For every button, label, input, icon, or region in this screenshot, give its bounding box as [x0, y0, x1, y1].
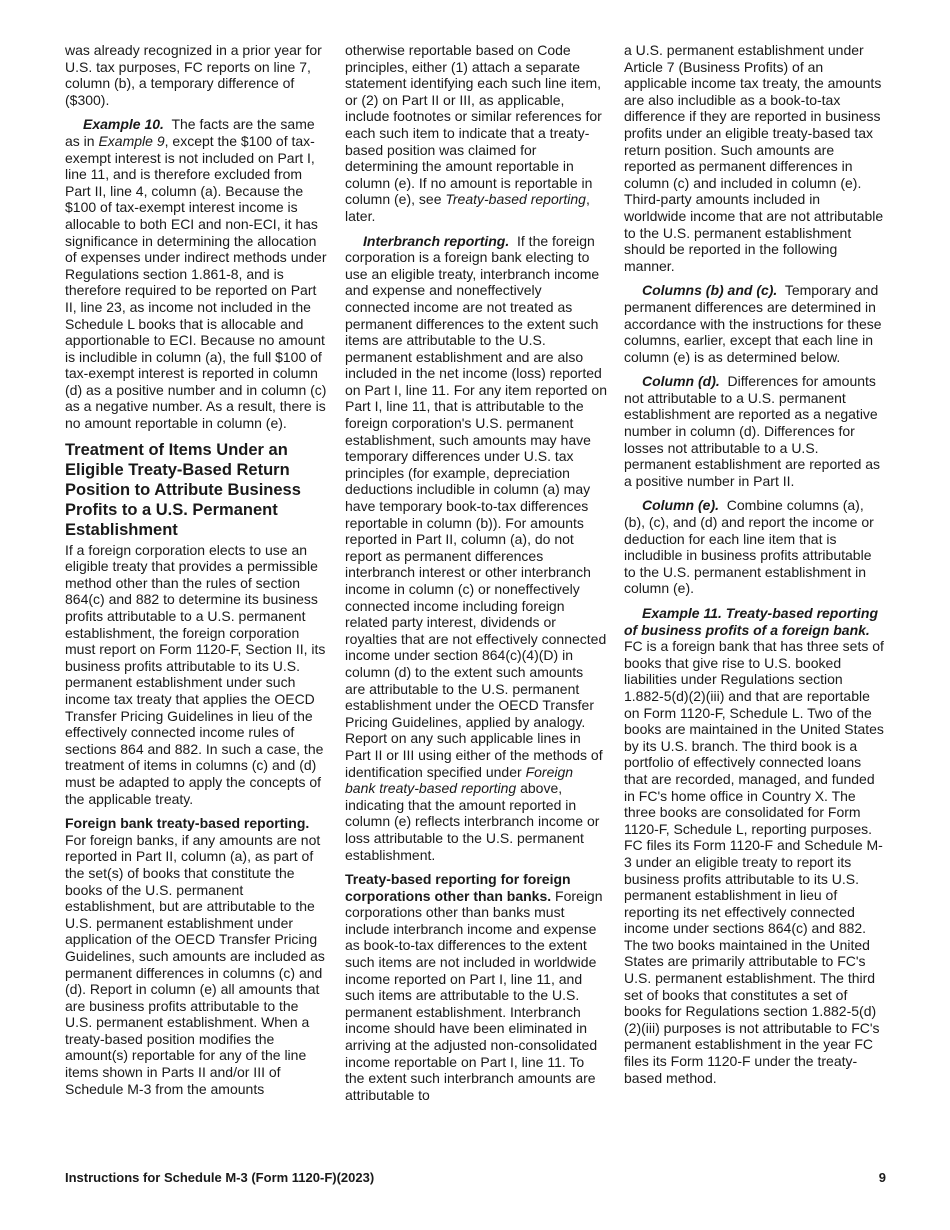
- section-heading: Treatment of Items Under an Eligible Treaty-Based Return Position to Attribute Business Profits to a U.S. Permanent Establishment: [65, 440, 301, 539]
- page-number: 9: [878, 1170, 886, 1185]
- paragraph: otherwise reportable based on Code principles, either (1) attach a separate statement identifying each such line item, or (2) on Part II or III, as applicable, include footnotes or similar references for each such item to indicate that a treaty-based position was claimed for determining the amount reportable in column (e). If no amount is reportable in column (e), see Treaty-based reporting, later.: [345, 42, 602, 224]
- example-10-label: Example 10.: [83, 116, 164, 133]
- treaty-based-label: Treaty-based reporting for foreign corporations other than banks.: [345, 871, 571, 904]
- paragraph: If a foreign corporation elects to use an eligible treaty that provides a permissible method other than the rules of section 864(c) and 882 to determine its business profits attributable to a U.S. permanent establishment, the foreign corporation must report on Form 1120-F, Section II, its business profits attributable to its U.S. permanent establishment under such income tax treaty that applies the OECD Transfer Pricing Guidelines in lieu of the effectively connected income rules of sections 864 and 882. In such a case, the treatment of items in columns (c) and (d) must be adapted to apply the concepts of the applicable treaty.: [65, 541, 326, 807]
- column-right: [624, 42, 886, 1094]
- column-middle: [345, 42, 607, 1111]
- column-left: [65, 42, 327, 1105]
- page-footer: [65, 1170, 886, 1185]
- paragraph: a U.S. permanent establishment under Article 7 (Business Profits) of an applicable income tax treaty, the amounts are also includible as a book-to-tax difference if they are reported in business profits under an eligible treaty-based tax return position. Such amounts are reported as permanent differences in column (c) and included in column (e). Third-party amounts included in worldwide income that are not attributable to the U.S. permanent establishment should be reported in the following manner.: [624, 42, 884, 274]
- treaty-based-paragraph: Treaty-based reporting for foreign corporations other than banks. Foreign corporations other than banks must include interbranch income and expense as book-to-tax differences to the extent such items are not included in worldwide income reported on Part I, line 11, and such items are attributable to the U.S. permanent establishment. Interbranch income should have been eliminated in arriving at the adjusted non-consolidated income reportable on Part I, line 11. To the extent such interbranch amounts are attributable to: [345, 871, 603, 1103]
- interbranch-label: Interbranch reporting.: [363, 232, 510, 249]
- footer-title: Instructions for Schedule M-3 (Form 1120-F)(2023): [65, 1170, 375, 1185]
- example-11-paragraph: Example 11. Treaty-based reporting of business profits of a foreign bank. FC is a foreign bank that has three sets of books that give rise to U.S. booked liabilities under Regulations section 1.882-5(d)(2)(iii) and that are reportable on Form 1120-F, Schedule L. Two of the books are maintained in the United States by its U.S. branch. The third book is a portfolio of effectively connected loans that are recorded, managed, and funded in FC's home office in Country X. The three books are consolidated for Form 1120-F, Schedule L, reporting purposes. FC files its Form 1120-F and Schedule M-3 under an eligible treaty to report its business profits attributable to its U.S. permanent establishment in lieu of reporting its net effectively connected income under sections 864(c) and 882. The two books maintained in the United States are primarily attributable to FC's U.S. permanent establishment. The third set of books that constitutes a set of books for Regulations section 1.882-5(d)(2)(iii) purposes is not attributable to FC's permanent establishment in the year FC files its Form 1120-F under the treaty-based method.: [624, 605, 884, 1086]
- foreign-bank-label: Foreign bank treaty-based reporting.: [65, 815, 310, 832]
- example-10-paragraph: Example 10. The facts are the same as in Example 9, except the $100 of tax-exempt interest is not included on Part I, line 11, and is therefore excluded from Part II, line 4, column (a). Because the $100 of tax-exempt interest income is allocable to both ECI and non-ECI, it has significance in determining the allocation of expenses under indirect methods under Regulations section 1.861-8, and is therefore required to be reported on Part II, line 23, as income not included in the Schedule L books that is allocable and apportionable to ECI. Because no amount is includible in column (a), the full $100 of tax-exempt interest is reported in column (d) as a positive number and in column (c) as a negative number. As a result, there is no amount reportable in column (e).: [65, 116, 327, 432]
- interbranch-paragraph: Interbranch reporting. If the foreign corporation is a foreign bank electing to use an eligible treaty, interbranch income and expense and noneffectively connected income are not treated as permanent differences to the extent such items are attributable to the U.S. permanent establishment and are also included in the net income (loss) reported on Part I, line 11. For any item reported on Part I, line 11, that is attributable to the foreign corporation's U.S. permanent establishment, such amounts may have temporary differences under U.S. tax principles (for example, depreciation deductions includible in column (a) may have temporary book-to-tax differences reportable in column (b)). For amounts reported in Part II, column (a), do not report as permanent differences interbranch interest or other interbranch income in column (c) or noneffectively connected income including foreign related party interest, dividends or royalties that are not effectively connected income under section 864(c)(4)(D) in column (d) to the extent such amounts are attributable to the U.S. permanent establishment under the OECD Transfer Pricing Guidelines, applied by analogy. Report on any such applicable lines in Part II or III using either of the methods of identification specified under Foreign bank treaty-based reporting above, indicating that the amount reported in column (e) reflects interbranch income or loss attributable to the U.S. permanent establishment.: [345, 232, 607, 863]
- foreign-bank-paragraph: Foreign bank treaty-based reporting. For foreign banks, if any amounts are not reported in Part II, column (a), as part of the set(s) of books that constitute the books of the U.S. permanent establishment, but are attributable to the U.S. permanent establishment under application of the OECD Transfer Pricing Guidelines, such amounts are included as permanent differences in columns (c) and (d). Report in column (e) all amounts that are business profits attributable to the U.S. permanent establishment. When a treaty-based position modifies the amount(s) reportable for any of the line items shown in Parts II and/or III of Schedule M-3 from the amounts: [65, 815, 325, 1097]
- column-d-paragraph: Column (d). Differences for amounts not attributable to a U.S. permanent establishment are reported as a negative number in column (d). Differences for losses not attributable to a U.S. permanent establishment are reported as a positive number in Part II.: [624, 373, 881, 489]
- paragraph: was already recognized in a prior year for U.S. tax purposes, FC reports on line 7, column (b), a temporary difference of ($300).: [65, 42, 322, 108]
- columns-b-c-paragraph: Columns (b) and (c). Temporary and permanent differences are determined in accordance with the instructions for these columns, earlier, except that each line in column (e) is as determined below.: [624, 282, 882, 365]
- column-e-paragraph: Column (e). Combine columns (a), (b), (c), and (d) and report the income or deduction for each line item that is includible in business profits attributable to the U.S. permanent establishment in column (e).: [624, 497, 874, 597]
